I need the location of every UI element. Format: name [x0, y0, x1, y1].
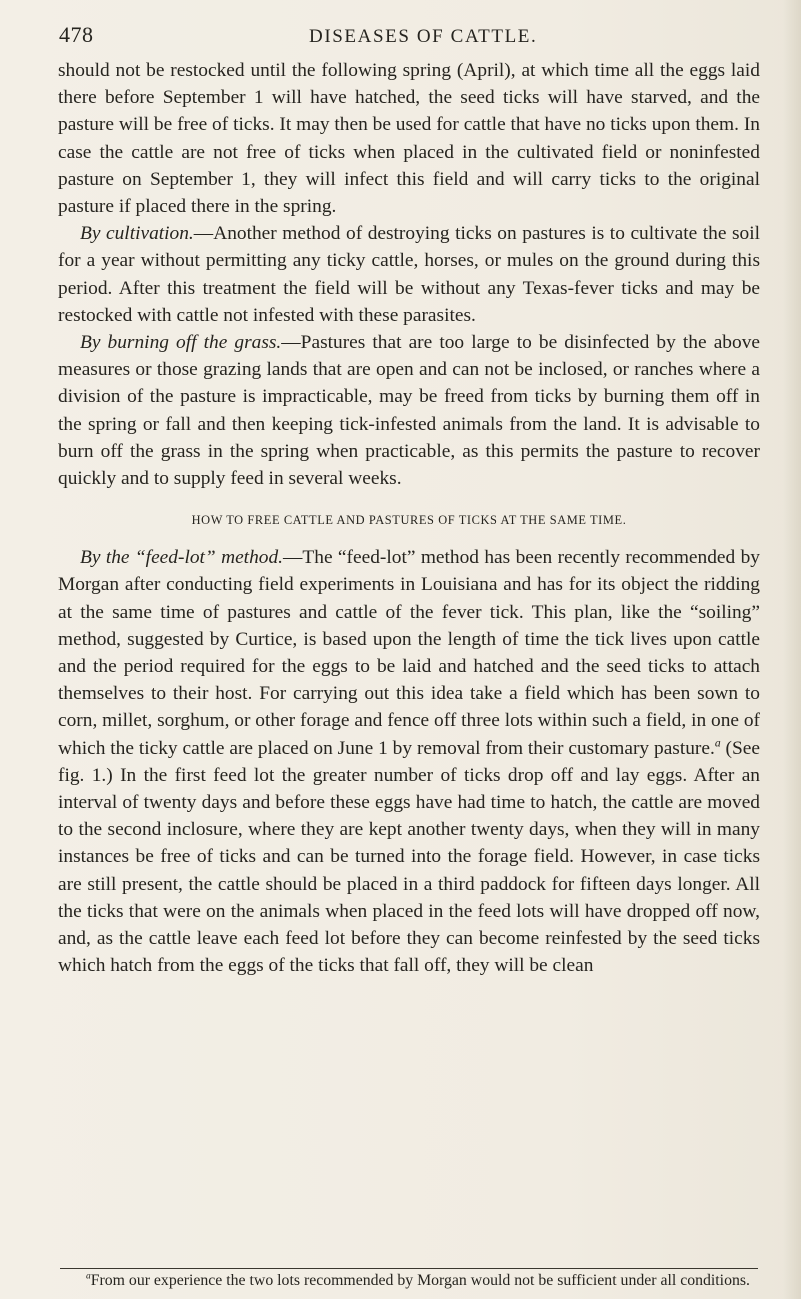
paragraph-4-text-1: —The “feed-lot” method has been recently recommended by Morgan after conducting field experiments in Louisiana and has for its object the ridding at the same time of pastures and cattle of the fever tick. This plan, like the “soiling” method, suggested by Curtice, is based upon the length of time the tick lives upon cattle and the period required for the eggs to be laid and hatched and the seed ticks to attach themselves to their host. For carrying out this idea take a field which has been sown to corn, millet, sorghum, or other forage and fence off three lots within such a field, in one of which the ticky cattle are placed on June 1 by removal from their customary pasture.	[58, 547, 760, 759]
paragraph-1	[58, 57, 760, 220]
running-head: DISEASES OF CATTLE.	[309, 26, 538, 47]
paragraph-2	[58, 220, 760, 329]
paragraph-4-text-2: (See fig. 1.) In the first feed lot the greater number of ticks drop off and lay eggs. After an interval of twenty days and before these eggs have had time to hatch, the cattle are moved to the second inclosure, where they are kept another twenty days, when they will in many instances be free of ticks and can be turned into the forage field. However, in case ticks are still present, the cattle should be placed in a third paddock for fifteen days longer. All the ticks that were on the animals when placed in the feed lots will have dropped off now, and, as the cattle leave each feed lot before they can become reinfested by the seed ticks which hatch from the eggs of the ticks that fall off, they will be clean	[58, 737, 760, 977]
footnote-marker: a	[86, 1271, 91, 1282]
footnote-rule	[60, 1268, 758, 1269]
paragraph-2-lead: By cultivation.	[80, 223, 194, 245]
paragraph-3-text: —Pastures that are too large to be disinfected by the above measures or those grazing lands that are open and can not be inclosed, or ranches where a division of the pasture is impracticable, may be freed from ticks by burning them off in the spring or fall and then keeping tick-infested animals from the land. It is advisable to burn off the grass in the spring when practicable, as this permits the pasture to recover quickly and to supply feed in several weeks.	[58, 332, 760, 490]
section-heading: HOW TO FREE CATTLE AND PASTURES OF TICKS AT THE SAME TIME.	[191, 513, 627, 528]
paragraph-4-lead: By the “feed-lot” method.	[80, 547, 284, 569]
paragraph-2-text: —Another method of destroying ticks on pastures is to cultivate the soil for a year without permitting any ticky cattle, horses, or mules on the ground during this period. After this treatment the field will be without any Texas-fever ticks and may be restocked with cattle not infested with these parasites.	[58, 223, 761, 326]
page-header	[59, 22, 759, 52]
footnote-reference: a	[714, 736, 721, 750]
page-edge-shadow	[783, 0, 801, 1299]
paragraph-4	[58, 544, 760, 979]
footnote-text: From our experience the two lots recommended by Morgan would not be sufficient under all conditions.	[90, 1272, 750, 1289]
main-text	[58, 57, 760, 980]
page-number: 478	[59, 22, 94, 47]
paragraph-1-text: should not be restocked until the following spring (April), at which time all the eggs laid there before September 1 will have hatched, the seed ticks will have starved, and the pasture will be free of ticks. It may then be used for cattle that have no ticks upon them. In case the cattle are not free of ticks when placed in the cultivated field or noninfested pasture on September 1, they will infect this field and will carry ticks to the original pasture if placed there in the spring.	[58, 60, 760, 218]
footnote	[58, 1270, 760, 1291]
paragraph-3-lead: By burning off the grass.	[80, 332, 282, 354]
footnote-paragraph	[58, 1270, 760, 1291]
paragraph-3	[58, 329, 760, 492]
